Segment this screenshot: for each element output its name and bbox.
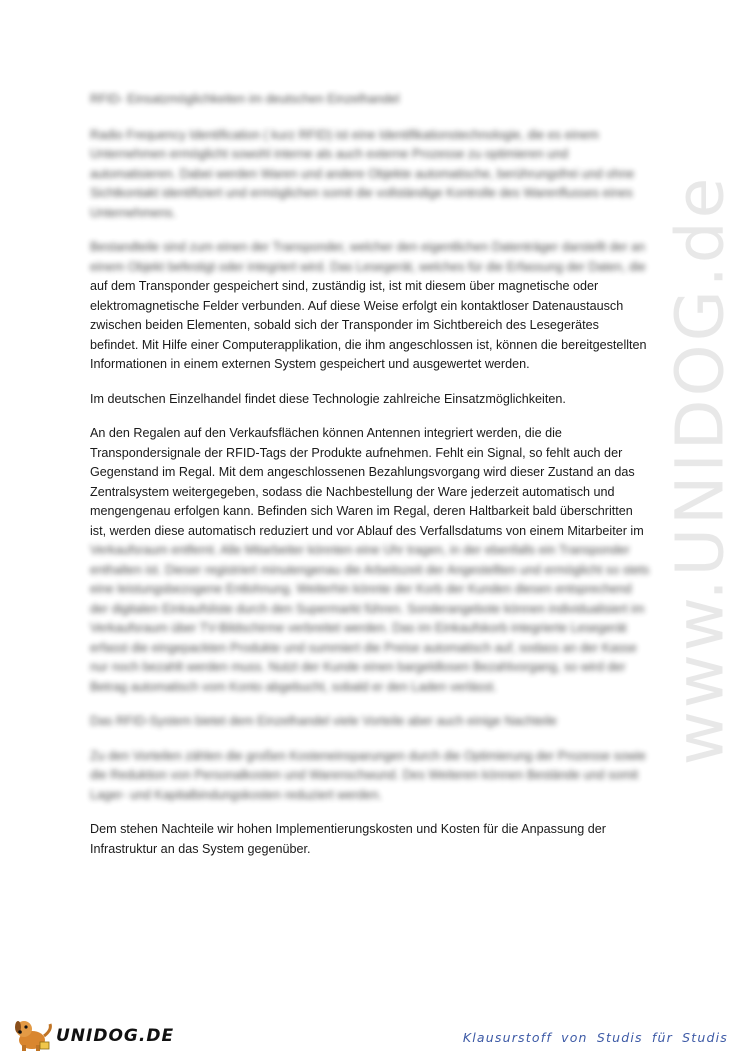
blurred-text: Zu den Vorteilen zählen die großen Kosteneinsparungen durch die Optimierung der Prozesse sowie die Reduktion von Personalkosten und Warenschwund. Des Weiteren können Bestände und somit Lager- und Kapitalbindungskosten reduziert werden. <box>90 748 646 802</box>
unidog-logo <box>10 1016 175 1052</box>
paragraph <box>90 238 650 375</box>
paragraph-text: Im deutschen Einzelhandel findet diese Technologie zahlreiche Einsatzmöglichkeiten. <box>90 391 566 406</box>
paragraph <box>90 820 650 859</box>
dog-icon <box>10 1016 56 1052</box>
blurred-text: Radio Frequency Identification ( kurz RFID) ist eine Identifikationstechnologie, die es einem Unternehmen ermöglicht sowohl interne als auch externe Prozesse zu optimieren und automatisieren. Dabei werden Waren und andere Objekte automatische, berührungsfrei und ohne Sichtkontakt identifiziert und ermöglichen somit die vollständige Kontrolle des Warenflusses eines Unternehmens. <box>90 127 635 220</box>
footer-tagline: Klausurstoff von Studis für Studis <box>462 1030 728 1045</box>
paragraph <box>90 126 650 224</box>
paragraph-list <box>90 126 650 860</box>
document-body <box>90 90 650 874</box>
paragraph <box>90 712 650 732</box>
paragraph-text: Dem stehen Nachteile wir hohen Implementierungskosten und Kosten für die Anpassung der Infrastruktur an das System gegenüber. <box>90 822 606 856</box>
blurred-text: Bestandteile sind zum einen der Transponder, welcher den eigentlichen Datenträger darstellt der an einem Objekt befestigt oder integriert wird. Das Lesegerät, welches für die Erfassung der Daten, die <box>90 240 646 274</box>
document-title: RFID- Einsatzmöglichkeiten im deutschen Einzelhandel <box>90 92 400 106</box>
paragraph <box>90 424 650 697</box>
paragraph-text: auf dem Transponder gespeichert sind, zuständig ist, ist mit diesem über magnetische oder elektromagnetische Felder verbunden. Auf diese Weise erfolgt ein kontaktloser Datenaustausch zwischen beiden Elementen, sobald sich der Transponder im Sichtbereich des Lesegerätes befindet. Mit Hilfe einer Computerapplikation, die ihm angeschlossen ist, können die bereitgestellten Informationen in einem externen System gespeichert und ausgewertet werden. <box>90 279 647 371</box>
paragraph-text: An den Regalen auf den Verkaufsflächen können Antennen integriert werden, die die Transpondersignale der RFID-Tags der Produkte aufnehmen. Fehlt ein Signal, so fehlt auch der Gegenstand im Regal. Mit dem angeschlossenen Bezahlungsvorgang wird dieser Zustand an das Zentralsystem weitergegeben, sodass die Nachbestellung der Ware jederzeit automatisch und mengengenau erfolgen kann. Befinden sich Waren im Regal, deren Haltbarkeit bald überschritten ist, werden diese automatisch reduziert und vor Ablauf des Verfallsdatums von einem Mitarbeiter im <box>90 426 644 538</box>
logo-text: UNIDOG.DE <box>56 1026 175 1046</box>
blurred-text: Das RFID-System bietet dem Einzelhandel viele Vorteile aber auch einige Nachteile <box>90 714 557 728</box>
paragraph <box>90 390 650 410</box>
paragraph <box>90 747 650 806</box>
blurred-text: Verkaufsraum entfernt. Alle Mitarbeiter könnten eine Uhr tragen, in der ebenfalls ein Transponder enthalten ist. Dieser registriert minutengenau die Arbeitszeit der Angestellten und ermöglicht so stets eine leistungsbezogene Entlohnung. Weiterhin könnte der Korb der Kunden diesen entsprechend der digitalen Einkaufsliste durch den Supermarkt führen. Sonderangebote können individualisiert im Verkaufsraum über TV-Bildschirme verbreitet werden. Das im Einkaufskorb integrierte Lesegerät erfasst die eingepackten Produkte und summiert die Preise automatisch auf, sodass an der Kasse nur noch bezahlt werden muss. Nutzt der Kunde einen bargeldlosen Bezahlvorgang, so wird der Betrag automatisch vom Konto abgebucht, sobald er den Laden verlässt. <box>90 543 650 694</box>
watermark-text: www.UNIDOG.de <box>661 174 739 766</box>
